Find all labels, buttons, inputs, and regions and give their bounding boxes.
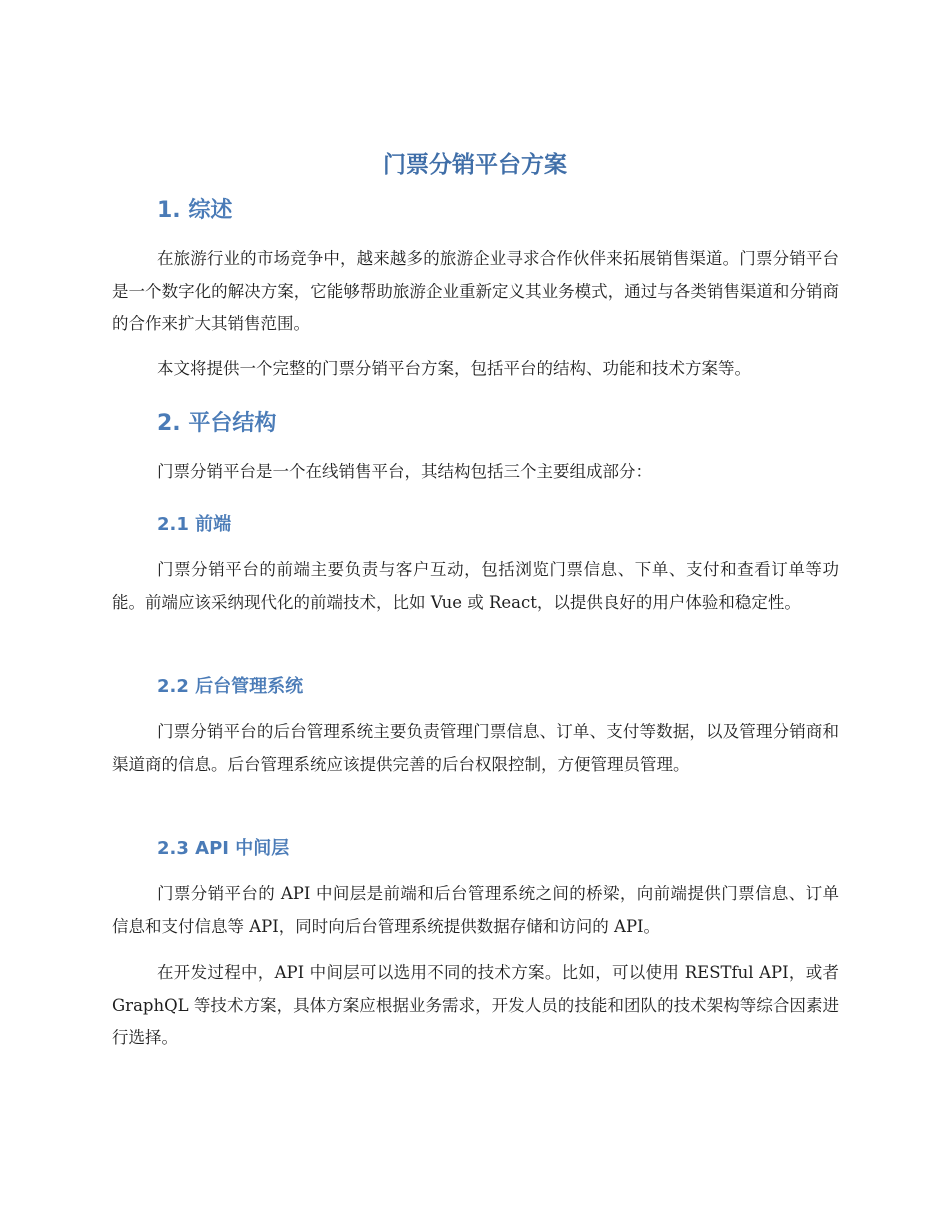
subsection-heading-frontend: 2.1 前端 — [157, 514, 232, 535]
paragraph-structure-intro: 门票分销平台是一个在线销售平台，其结构包括三个主要组成部分： — [157, 462, 652, 481]
subsection-heading-api-layer: 2.3 API 中间层 — [157, 838, 290, 859]
subsection-heading-admin-system: 2.2 后台管理系统 — [157, 676, 304, 697]
section-heading-overview: 1. 综述 — [157, 198, 233, 223]
paragraph-overview-1: 在旅游行业的市场竞争中，越来越多的旅游企业寻求合作伙伴来拓展销售渠道。门票分销平台是一个数字化的解决方案，它能够帮助旅游企业重新定义其业务模式，通过与各类销售渠道和分销商的合作来扩大其销售范围。 — [112, 249, 839, 333]
section-heading-platform-structure: 2. 平台结构 — [157, 411, 277, 436]
paragraph-api-layer-2: 在开发过程中，API 中间层可以选用不同的技术方案。比如，可以使用 RESTful API，或者 GraphQL 等技术方案，具体方案应根据业务需求，开发人员的技能和团队的技术架构等综合因素进行选择。 — [112, 963, 839, 1047]
paragraph-api-layer-1: 门票分销平台的 API 中间层是前端和后台管理系统之间的桥梁，向前端提供门票信息、订单信息和支付信息等 API，同时向后台管理系统提供数据存储和访问的 API。 — [112, 884, 839, 936]
paragraph-frontend: 门票分销平台的前端主要负责与客户互动，包括浏览门票信息、下单、支付和查看订单等功能。前端应该采纳现代化的前端技术，比如 Vue 或 React，以提供良好的用户体验和稳定性。 — [112, 560, 839, 612]
document-title: 门票分销平台方案 — [383, 152, 567, 178]
paragraph-overview-2: 本文将提供一个完整的门票分销平台方案，包括平台的结构、功能和技术方案等。 — [157, 359, 751, 378]
paragraph-admin-system: 门票分销平台的后台管理系统主要负责管理门票信息、订单、支付等数据，以及管理分销商和渠道商的信息。后台管理系统应该提供完善的后台权限控制，方便管理员管理。 — [112, 722, 839, 774]
